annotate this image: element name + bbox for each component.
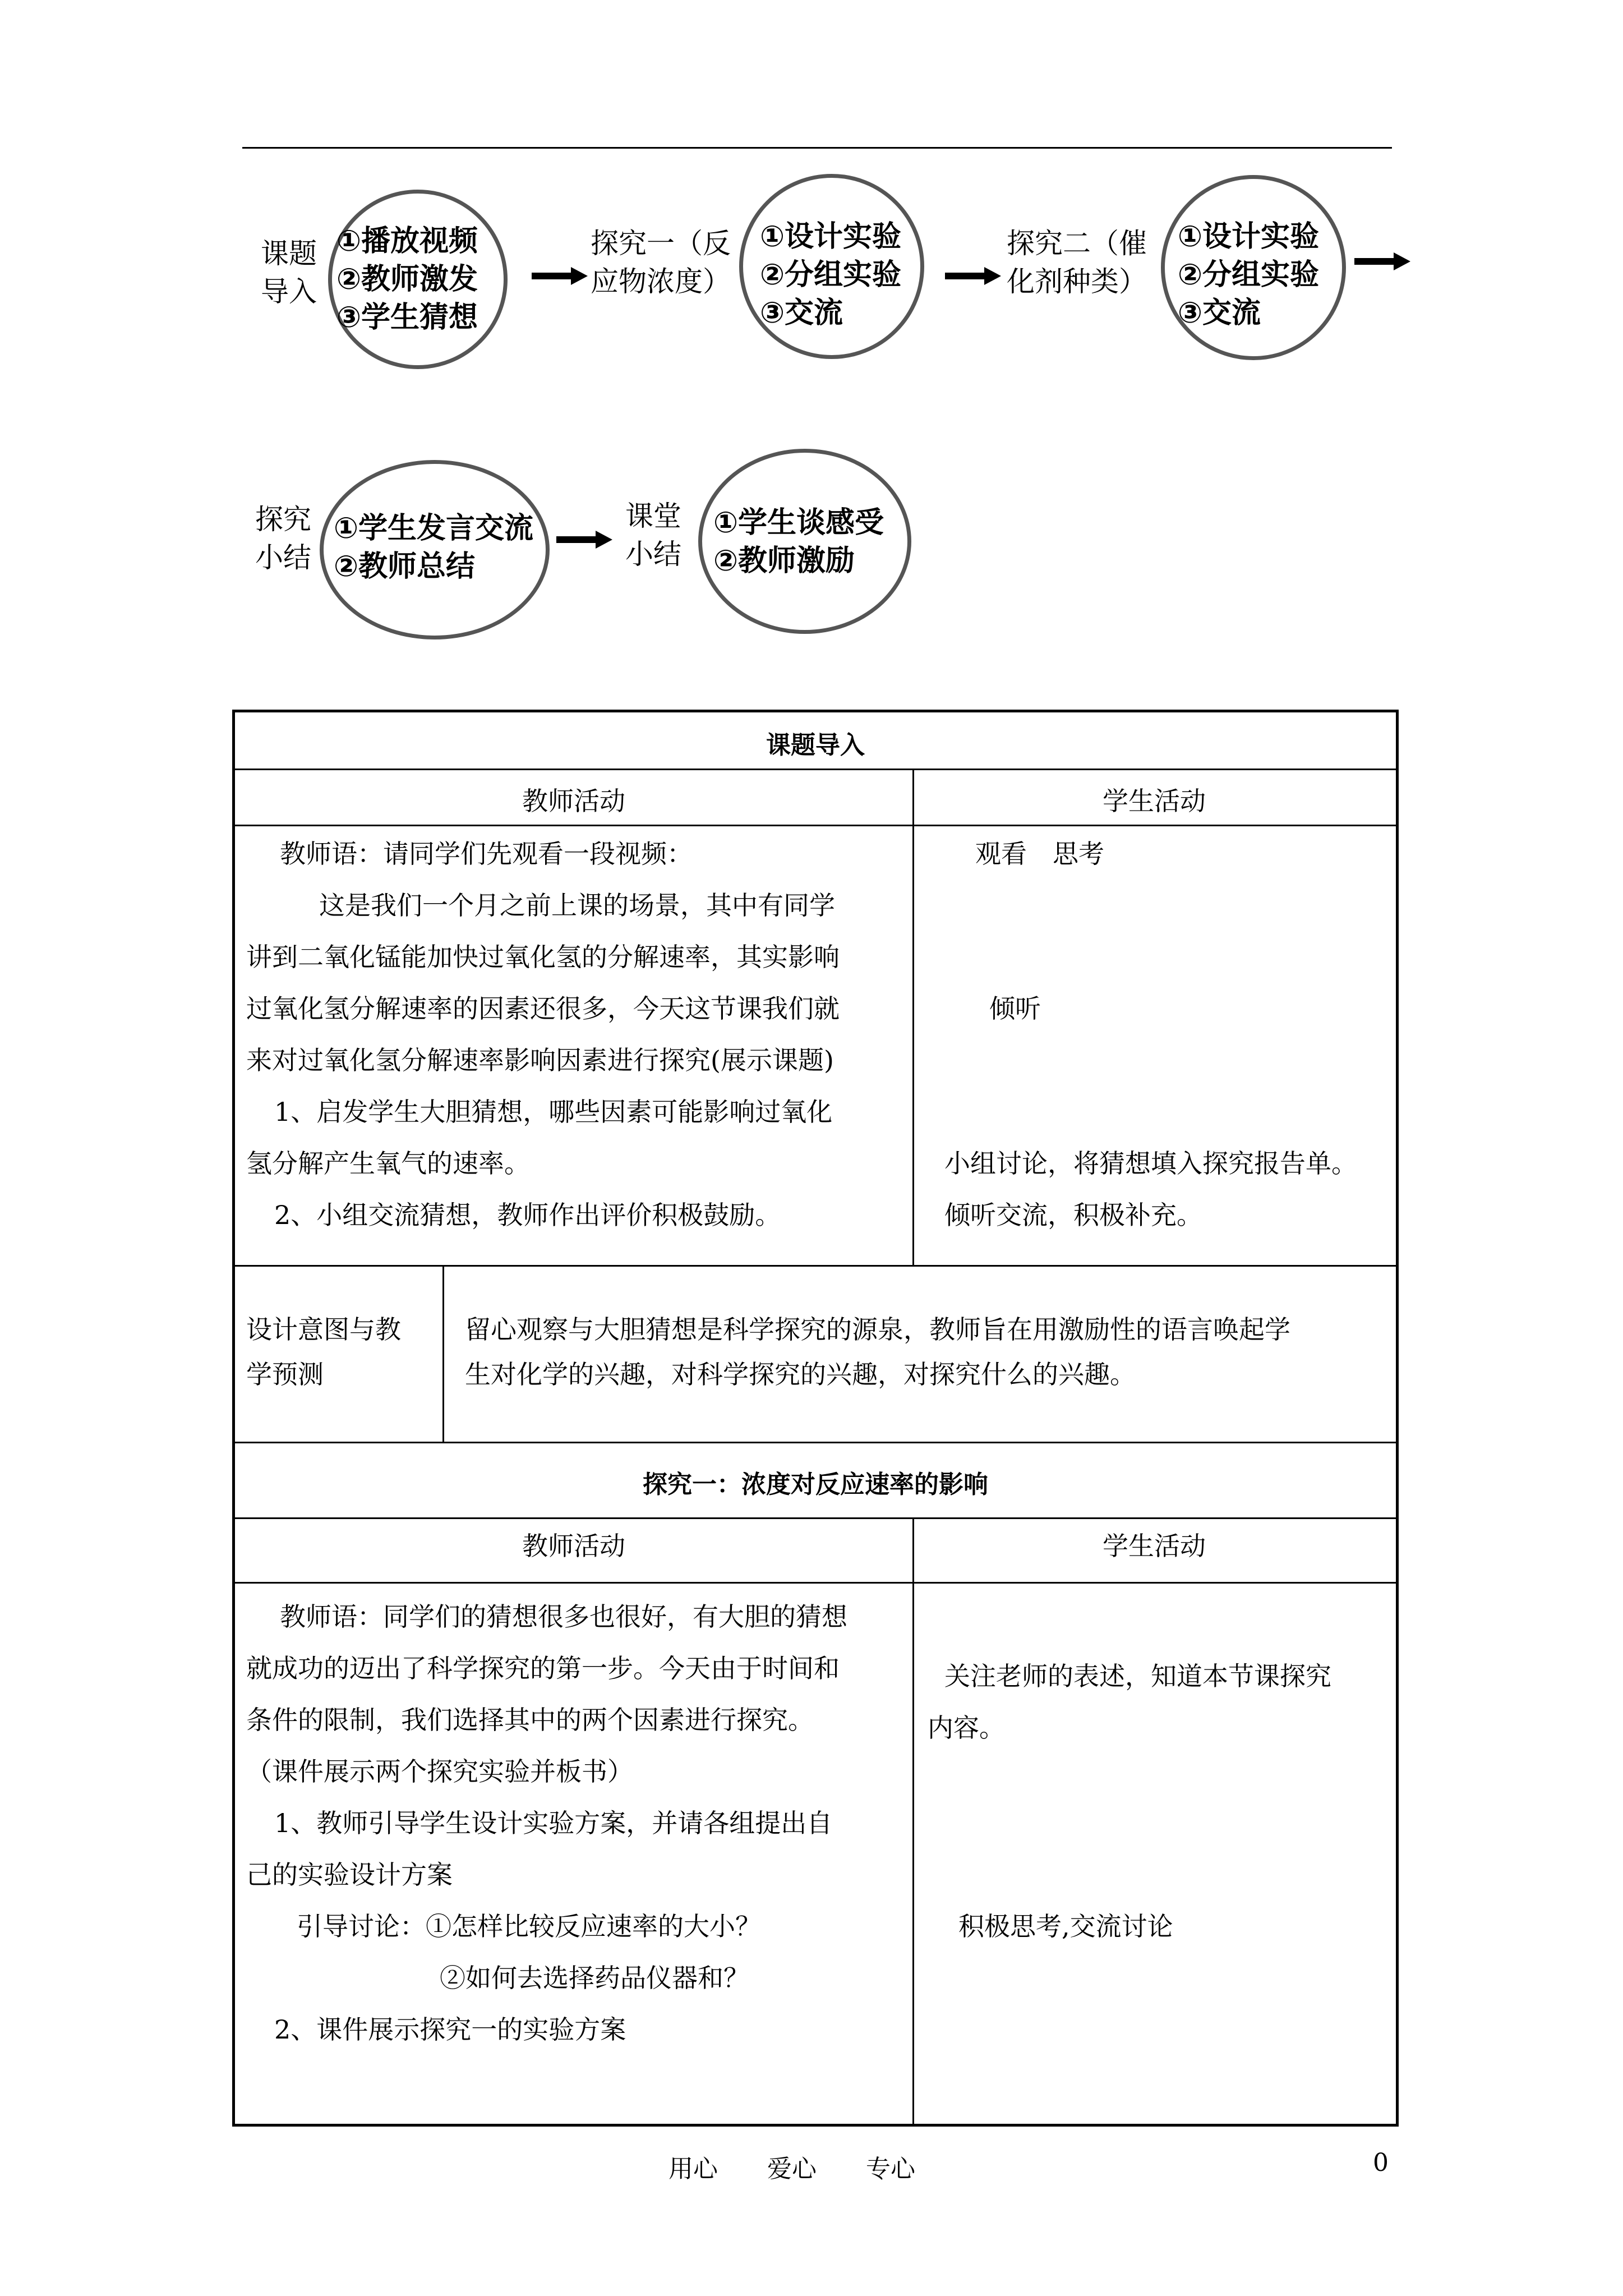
arrow-right-icon (945, 265, 1001, 287)
label-line: 应物浓度） (591, 265, 731, 298)
teacher-text-line: 教师语：请同学们先观看一段视频： (280, 839, 693, 869)
arrow-right-icon (556, 528, 612, 551)
circle-line: ②教师激励 (713, 544, 855, 578)
column-header-student: 学生活动 (1103, 786, 1206, 816)
teacher-text-line: 来对过氧化氢分解速率影响因素进行探究(展示课题) (246, 1045, 834, 1075)
table-rule (442, 1265, 444, 1442)
design-intent-label: 设计意图与教 (246, 1314, 401, 1345)
table-rule (912, 769, 914, 1265)
student-text-line: 小组讨论，将猜想填入探究报告单。 (944, 1148, 1357, 1179)
circle-line: ②教师激发 (336, 263, 478, 296)
label-line: 探究 (255, 503, 311, 536)
section-title: 课题导入 (766, 731, 865, 760)
circle-line: ②教师总结 (334, 550, 476, 583)
table-rule (235, 1442, 1396, 1443)
student-text-line: 积极思考,交流讨论 (958, 1911, 1173, 1941)
arrow-right-icon (532, 265, 588, 287)
circle-line: ①学生发言交流 (334, 512, 534, 545)
flow-label-class-summary (625, 497, 681, 573)
label-line: 课堂 (625, 500, 681, 532)
flow-circle-intro-text (336, 222, 478, 337)
flow-label-summary (255, 500, 311, 577)
flow-circle-class-summary-text (713, 504, 884, 580)
teacher-text-line: 己的实验设计方案 (246, 1860, 453, 1890)
flow-label-inquiry2 (1007, 224, 1147, 301)
design-intent-text: 生对化学的兴趣，对科学探究的兴趣，对探究什么的兴趣。 (465, 1359, 1136, 1389)
label-line: 探究二（催 (1007, 227, 1147, 260)
table-rule (912, 1517, 914, 2127)
circle-line: ③交流 (1178, 296, 1261, 330)
table-rule (235, 1517, 1396, 1519)
circle-line: ①学生谈感受 (713, 506, 884, 540)
teacher-text-line: 教师语：同学们的猜想很多也很好，有大胆的猜想 (280, 1602, 847, 1632)
table-rule (235, 769, 1396, 770)
lesson-table (232, 710, 1399, 2127)
flow-circle-summary-text (334, 509, 533, 586)
circle-line: ③交流 (760, 296, 843, 330)
teacher-text-line: （课件展示两个探究实验并板书） (246, 1756, 633, 1787)
circle-line: ②分组实验 (1178, 258, 1320, 292)
teacher-text-line: 2、课件展示探究一的实验方案 (274, 2014, 626, 2045)
student-text-line: 倾听 (989, 993, 1041, 1024)
label-line: 课题 (261, 237, 317, 270)
footer-text: 用心 爱心 专心 (668, 2155, 915, 2183)
teacher-text-line: 过氧化氢分解速率的因素还很多，今天这节课我们就 (246, 993, 840, 1024)
teacher-text-line: 2、小组交流猜想，教师作出评价积极鼓励。 (274, 1200, 781, 1230)
table-rule (235, 1582, 1396, 1584)
teacher-text-line: 氢分解产生氧气的速率。 (246, 1148, 530, 1179)
arrow-right-icon (1354, 250, 1410, 273)
flow-circle-inquiry2-text (1178, 218, 1319, 332)
teacher-text-line: ②如何去选择药品仪器和？ (440, 1963, 749, 1993)
flow-circle-inquiry1-text (760, 218, 901, 332)
circle-line: ①播放视频 (336, 224, 478, 258)
teacher-text-line: 这是我们一个月之前上课的场景，其中有同学 (319, 890, 835, 921)
design-intent-label: 学预测 (246, 1359, 324, 1389)
flow-label-intro (261, 234, 317, 311)
circle-line: ③学生猜想 (336, 301, 478, 334)
teacher-text-line: 就成功的迈出了科学探究的第一步。今天由于时间和 (246, 1653, 840, 1683)
teacher-text-line: 讲到二氧化锰能加快过氧化氢的分解速率，其实影响 (246, 942, 840, 972)
label-line: 导入 (261, 275, 317, 308)
teacher-text-line: 条件的限制，我们选择其中的两个因素进行探究。 (246, 1705, 814, 1735)
teacher-text-line: 1、教师引导学生设计实验方案，并请各组提出自 (274, 1808, 833, 1838)
student-text-line: 内容。 (928, 1713, 1005, 1743)
student-text-line: 关注老师的表述，知道本节课探究 (944, 1661, 1331, 1691)
header-rule (242, 147, 1392, 149)
circle-line: ①设计实验 (760, 220, 902, 254)
teacher-text-line: 1、启发学生大胆猜想，哪些因素可能影响过氧化 (274, 1097, 833, 1127)
circle-line: ①设计实验 (1178, 220, 1320, 254)
circle-line: ②分组实验 (760, 258, 902, 292)
column-header-teacher: 教师活动 (522, 786, 625, 816)
student-text-line: 倾听交流，积极补充。 (944, 1200, 1202, 1230)
section-title: 探究一：浓度对反应速率的影响 (643, 1470, 988, 1499)
label-line: 小结 (625, 538, 681, 570)
page-number: 0 (1373, 2148, 1389, 2177)
teacher-text-line: 引导讨论：①怎样比较反应速率的大小？ (297, 1911, 761, 1941)
label-line: 探究一（反 (591, 227, 731, 260)
table-rule (235, 825, 1396, 826)
design-intent-text: 留心观察与大胆猜想是科学探究的源泉，教师旨在用激励性的语言唤起学 (465, 1314, 1290, 1345)
table-rule (235, 1265, 1396, 1267)
student-text-line: 观看 思考 (975, 839, 1104, 869)
column-header-student: 学生活动 (1103, 1531, 1206, 1561)
label-line: 化剂种类） (1007, 265, 1147, 298)
flow-label-inquiry1 (591, 224, 731, 301)
column-header-teacher: 教师活动 (522, 1531, 625, 1561)
label-line: 小结 (255, 541, 311, 574)
